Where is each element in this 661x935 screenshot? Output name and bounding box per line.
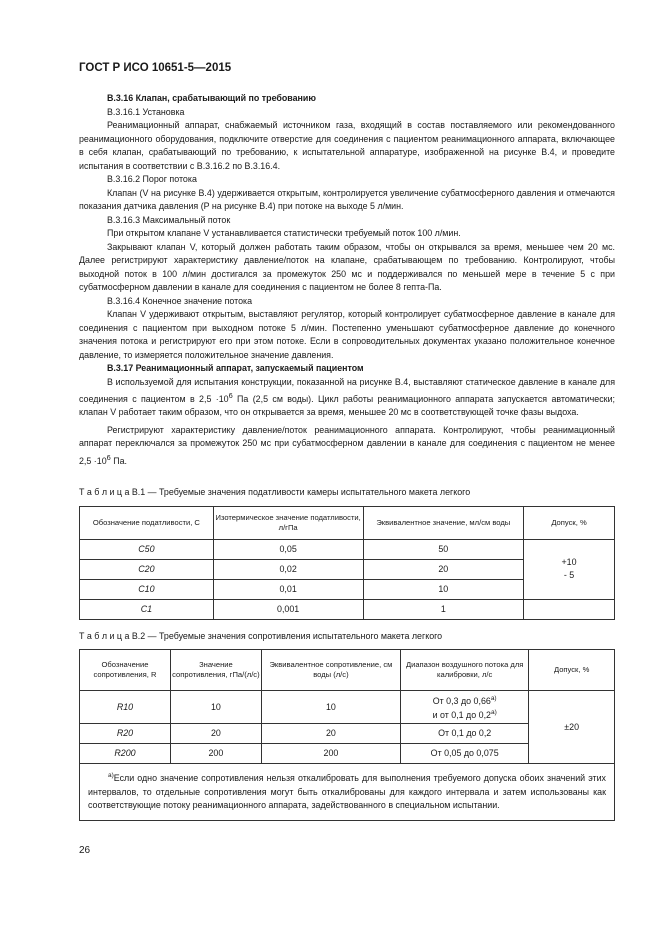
table-cell: 0,02 [213,559,363,579]
subsection-title-b3162: В.3.16.2 Порог потока [107,174,197,184]
table-cell-empty [524,599,615,619]
tolerance-cell: +10 - 5 [524,539,615,599]
document-body [79,92,615,821]
table-cell: 0,01 [213,579,363,599]
tolerance-cell: ±20 [529,691,615,764]
table-header-row [80,506,615,539]
table-header-row [80,650,615,691]
table-cell: C50 [80,539,214,559]
table-footnote: $^{а)}$Если одно значение сопротивления нельзя откалибровать для выполнения требуемого допуска обоих значений этих интервалов, то отдельные сопротивления могут быть откалиброваны для каждого интервала и затем использованы как соответствующие потоку реанимационного аппарата, задействованного в специальном испытании. [80,764,615,820]
paragraph-patient-triggered-2: Регистрируют характеристику давление/поток реанимационного аппарата. Контролируют, чтобы реанимационный аппарат переключался за промежуток 250 мс при субатмосферном давлении в канале для соединения с пациентом не менее $2,5 \cdot 10^6$ Па. [79,424,615,466]
table-row [80,539,615,559]
table-cell: 200 [261,744,400,764]
table-header-cell: Допуск, % [524,506,615,539]
table-cell: От 0,05 до 0,075 [400,744,528,764]
table-b1-caption: Т а б л и ц а В.1 — Требуемые значения податливости камеры испытательного макета легкого [79,487,471,498]
table-cell: 10 [261,691,400,724]
page-number: 26 [79,845,91,856]
table-header-cell: Диапазон воздушного потока для калибровки, л/с [400,650,528,691]
table-cell: 200 [170,744,261,764]
table-cell: 50 [363,539,524,559]
table-b1 [79,506,615,620]
table-cell: От 0,3 до $0,66^{а)}$ и от 0,1 до $0,2^{а)}$ [400,691,528,724]
table-b2 [79,649,615,820]
table-b2-caption: Т а б л и ц а В.2 — Требуемые значения сопротивления испытательного макета легкого [79,630,443,641]
paragraph-patient-triggered-1: В используемой для испытания конструкции, показанной на рисунке В.4, выставляют статическое давление в канале для соединения с пациентом в $2,5 \cdot 10^6$ Па (2,5 см воды). Цикл работы реанимационного аппарата запускается автоматически; клапан V работает таким образом, что он открывается за время, меньшее 20 мс в соответствующей точке фазы выдоха. [79,376,615,418]
table-header-cell: Обозначение податливости, C [80,506,214,539]
table-header-cell: Изотермическое значение податливости, л/гПа [213,506,363,539]
table-header-cell: Эквивалентное значение, мл/см воды [363,506,524,539]
table-header-cell: Эквивалентное сопротивление, см воды (л/с) [261,650,400,691]
section-heading-b316: В.3.16 Клапан, срабатывающий по требованию [107,93,316,103]
table-cell: R10 [80,691,171,724]
table-footnote-row [80,764,615,820]
paragraph-flow-threshold: Клапан (V на рисунке В.4) удерживается открытым, контролируется увеличение субатмосферного давления и отмечаются показания датчика давления (P на рисунке В.4) при потоке на выходе 5 л/мин. [79,187,615,211]
table-cell: 20 [363,559,524,579]
section-heading-b317: В.3.17 Реанимационный аппарат, запускаемый пациентом [107,363,364,373]
subsection-title-b3163: В.3.16.3 Максимальный поток [107,214,231,225]
table-header-cell: Допуск, % [529,650,615,691]
standard-title: ГОСТ Р ИСО 10651-5—2015 [79,62,232,74]
subsection-title-b3164: В.3.16.4 Конечное значение потока [107,295,253,306]
table-cell: R200 [80,744,171,764]
paragraph-setup: Реанимационный аппарат, снабжаемый источником газа, входящий в состав поставляемого или рекомендованного реанимационного оборудования, подключите отверстие для соединения с пациентом реанимационного аппарата, включающее в себя клапан, срабатывающий по требованию, к испытательной аппаратуре, изображенной на рисунке В.4, и проведите испытания в соответствии с В.3.16.2 по В.3.16.4. [79,120,615,171]
table-cell: 20 [170,724,261,744]
table-cell: 0,001 [213,599,363,619]
table-cell: 0,05 [213,539,363,559]
subsection-title-b3161: В.3.16.1 Установка [107,106,185,117]
table-header-cell: Значение сопротивления, гПа/(л/с) [170,650,261,691]
table-cell: 1 [363,599,524,619]
table-row [80,691,615,724]
table-cell: C20 [80,559,214,579]
table-cell: От 0,1 до 0,2 [400,724,528,744]
table-row [80,599,615,619]
table-cell: C1 [80,599,214,619]
table-cell: 10 [363,579,524,599]
paragraph-max-flow-1: При открытом клапане V устанавливается статистически требуемый поток 100 л/мин. [107,228,461,238]
table-cell: 10 [170,691,261,724]
paragraph-final-flow: Клапан V удерживают открытым, выставляют регулятор, который контролирует субатмосферное давление в канале для соединения с пациентом при выходном потоке 5 л/мин. Постепенно уменьшают субатмосферное давление до конечного значения потока и регистрируют его при этом потоке. Если в сопроводительных документах указано положительное конечное давление, то измеряется положительное значение давления. [79,309,615,360]
table-header-cell: Обозначение сопротивления, R [80,650,171,691]
table-cell: 20 [261,724,400,744]
table-cell: R20 [80,724,171,744]
paragraph-max-flow-2: Закрывают клапан V, который должен работать таким образом, чтобы он открывался за время, меньшее чем 20 мс. Далее регистрируют характеристику давление/поток на клапане, срабатывающем по требованию. Контролируют, чтобы выходной поток в 100 л/мин достигался за промежуток 250 мс и поддерживался по меньшей мере в течение 5 с при субатмосферном давлении в канале для соединения с пациентом не более 8 гепта-Па. [79,241,615,292]
table-cell: C10 [80,579,214,599]
